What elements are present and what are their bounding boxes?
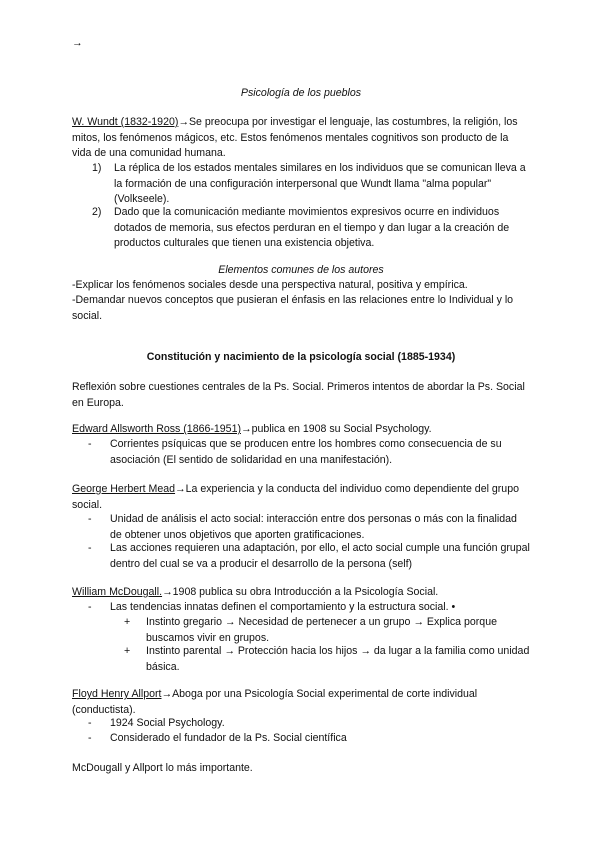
- bullet-text: Corrientes psíquicas que se producen entre los hombres como consecuencia de su asociación (El sentido de solidaridad en una manifestación).: [110, 438, 502, 466]
- mcdougall-name: William McDougall.: [72, 586, 163, 598]
- mead-bullet-2: [88, 541, 530, 572]
- elementos-line-2: -Demandar nuevos conceptos que pusieran el énfasis en las relaciones entre lo Individual y lo social.: [72, 294, 514, 322]
- plus-bullet: +: [124, 645, 131, 657]
- subitem-text: Instinto parental → Protección hacia los hijos → da lugar a la familia como unidad básica.: [146, 645, 530, 673]
- section-title-elementos-comunes: Elementos comunes de los autores: [218, 264, 384, 276]
- closing-line: McDougall y Allport lo más importante.: [72, 762, 253, 774]
- mead-bullet-1: [88, 512, 530, 543]
- dash-bullet: -: [88, 601, 92, 613]
- reflection-paragraph: Reflexión sobre cuestiones centrales de la Ps. Social. Primeros intentos de abordar la Ps. Social en Europa.: [72, 381, 525, 409]
- numbered-item-2: [92, 205, 530, 252]
- allport-name: Floyd Henry Allport: [72, 688, 162, 700]
- dash-bullet: -: [88, 542, 92, 554]
- ross-bullet: [88, 437, 530, 468]
- mead-paragraph: [72, 482, 530, 513]
- ross-desc: →publica en 1908 su Social Psychology.: [241, 423, 432, 435]
- mcdougall-paragraph: [72, 585, 530, 601]
- bullet-text: 1924 Social Psychology.: [110, 717, 225, 729]
- elementos-line-1: -Explicar los fenómenos sociales desde una perspectiva natural, positiva y empírica.: [72, 279, 468, 291]
- dash-bullet: -: [88, 513, 92, 525]
- bullet-text: Las tendencias innatas definen el comportamiento y la estructura social. •: [110, 601, 456, 613]
- wundt-intro: →Se preocupa por investigar el lenguaje, las costumbres, la religión, los mitos, los fenómenos mágicos, etc. Estos fenómenos mentales cognitivos son producto de la vida de una comunidad humana.: [72, 116, 518, 160]
- mcdougall-desc: →1908 publica su obra Introducción a la Psicología Social.: [162, 586, 439, 598]
- wundt-name: W. Wundt (1832-1920): [72, 116, 179, 128]
- wundt-paragraph: [72, 115, 530, 162]
- allport-bullet-1: [88, 716, 530, 732]
- ross-name: Edward Allsworth Ross (1866-1951): [72, 423, 241, 435]
- item-text: Dado que la comunicación mediante movimientos expresivos ocurre en individuos dotados de memoria, sus efectos perduran en el tiempo y dan lugar a la creación de productos culturales que tienen una existencia objetiva.: [114, 206, 510, 250]
- mcdougall-bullet: [88, 600, 530, 616]
- subitem-text: Instinto gregario → Necesidad de pertenecer a un grupo → Explica porque buscamos vivir en grupos.: [146, 616, 497, 644]
- section-title-psicologia-pueblos: Psicología de los pueblos: [240, 87, 362, 99]
- dash-bullet: -: [88, 438, 92, 450]
- ross-paragraph: [72, 422, 530, 438]
- dash-bullet: -: [88, 717, 92, 729]
- bullet-text: Considerado el fundador de la Ps. Social científica: [110, 732, 347, 744]
- plus-bullet: +: [124, 616, 131, 628]
- item-number: 2): [92, 206, 102, 218]
- section-heading-constitucion: Constitución y nacimiento de la psicología social (1885-1934): [146, 351, 456, 363]
- mcdougall-subitem-1: [124, 615, 530, 646]
- item-text: La réplica de los estados mentales similares en los individuos que se comunican lleva a la formación de una configuración interpersonal que Wundt llama "alma popular" (Volkseele).: [114, 162, 526, 206]
- dash-bullet: -: [88, 732, 92, 744]
- bullet-text: Las acciones requieren una adaptación, por ello, el acto social cumple una función grupal dentro del cual se va a producir el desarrollo de la persona (self): [110, 542, 530, 570]
- mead-name: George Herbert Mead: [72, 483, 176, 495]
- item-number: 1): [92, 162, 102, 174]
- allport-paragraph: [72, 687, 530, 718]
- bullet-text: Unidad de análisis el acto social: interacción entre dos personas o más con la finalidad de obtener unos objetivos que aporten gratificaciones.: [110, 513, 517, 541]
- allport-desc: →Aboga por una Psicología Social experimental de corte individual (conductista).: [72, 688, 478, 716]
- numbered-item-1: [92, 161, 530, 208]
- allport-bullet-2: [88, 731, 530, 747]
- mead-desc: →La experiencia y la conducta del individuo como dependiente del grupo social.: [72, 483, 519, 511]
- arrow-glyph: →: [72, 37, 83, 49]
- mcdougall-subitem-2: [124, 644, 530, 675]
